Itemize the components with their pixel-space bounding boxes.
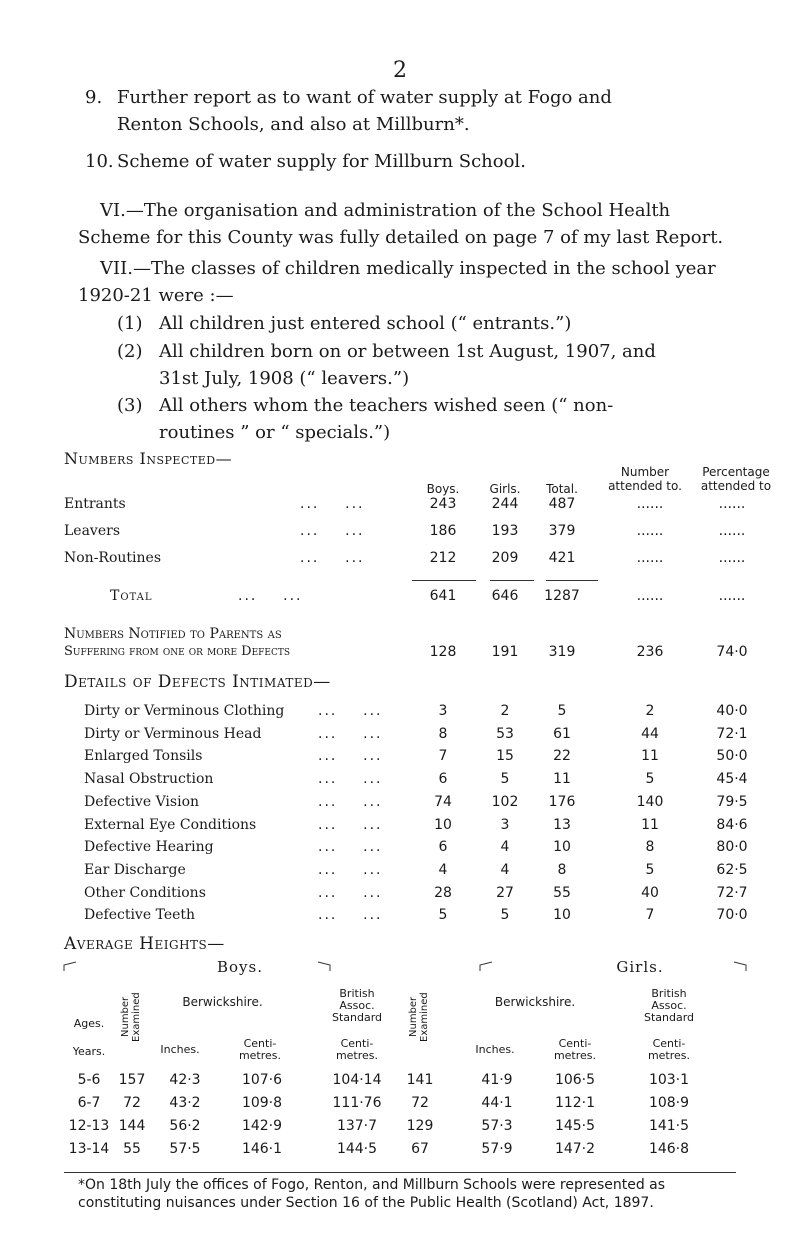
cell-b-cm: 107·6 xyxy=(241,1072,283,1088)
cell-g-in: 41·9 xyxy=(481,1072,513,1088)
cell-pct: 70·0 xyxy=(716,907,748,924)
cell-age: 6-7 xyxy=(77,1095,101,1111)
col-header-boys: Boys. xyxy=(426,482,460,496)
cell-boys: 186 xyxy=(429,523,457,539)
cell-attended: ...... xyxy=(636,588,664,604)
boys-inches: Inches. xyxy=(160,1043,200,1056)
table-row xyxy=(0,1139,800,1159)
cell-g-std: 103·1 xyxy=(648,1072,690,1088)
cell-total: 61 xyxy=(553,725,571,742)
table-row: Enlarged Tonsils ... ... 7 15 22 11 50·0 xyxy=(0,746,800,766)
table-row: Dirty or Verminous Head ... ... 8 53 61 44 72·1 xyxy=(0,724,800,744)
cell-pct: 84·6 xyxy=(716,816,748,833)
cell-pct: ...... xyxy=(718,550,746,566)
cell-total: 319 xyxy=(548,644,576,660)
cell-total: 22 xyxy=(553,748,571,765)
cell-g-cm: 112·1 xyxy=(554,1095,596,1111)
girls-british: British Assoc. Standard xyxy=(643,987,695,1024)
cell-g-in: 44·1 xyxy=(481,1095,513,1111)
table-row: Defective Hearing ... ... 6 4 10 8 80·0 xyxy=(0,837,800,857)
cell-boys: 243 xyxy=(429,496,457,512)
notified-row-2 xyxy=(0,642,800,662)
table-row: Non-Routines ... ... 212 209 421 ...... ...... xyxy=(0,548,800,568)
row-label: Other Conditions xyxy=(84,884,206,901)
cell-attended: ...... xyxy=(636,550,664,566)
col-header-total: Total. xyxy=(546,482,578,496)
cell-age: 5-6 xyxy=(77,1072,101,1088)
cell-b-in: 42·3 xyxy=(169,1072,201,1088)
cell-pct: 40·0 xyxy=(716,703,748,719)
cell-boys: 6 xyxy=(438,771,448,788)
table-row: Leavers ... ... 186 193 379 ...... ...... xyxy=(0,521,800,541)
heights-bottom-rule xyxy=(64,1172,736,1173)
cell-pct: 80·0 xyxy=(716,839,748,856)
cell-total: 10 xyxy=(553,907,571,924)
cell-boys: 10 xyxy=(434,816,452,833)
row-label: Dirty or Verminous Clothing xyxy=(84,703,285,719)
cell-total: 487 xyxy=(548,496,576,512)
cell-total: 10 xyxy=(553,839,571,856)
cell-girls: 4 xyxy=(500,861,510,878)
cell-pct: ...... xyxy=(718,496,746,512)
cell-b-n: 72 xyxy=(123,1095,141,1111)
vii-list-item xyxy=(117,392,727,446)
col-header-girls: Girls. xyxy=(489,482,521,496)
numbers-inspected-heading: Numbers Inspected— xyxy=(64,449,233,468)
cell-girls: 193 xyxy=(491,523,519,539)
cell-total: 421 xyxy=(548,550,576,566)
cell-girls: 244 xyxy=(491,496,519,512)
cell-attended: ...... xyxy=(636,523,664,539)
girls-inches: Inches. xyxy=(475,1043,515,1056)
cell-age: 13-14 xyxy=(68,1141,110,1157)
cell-total: 8 xyxy=(557,861,567,878)
cell-b-in: 43·2 xyxy=(169,1095,201,1111)
table-row: Dirty or Verminous Clothing ... ... 3 2 5 2 40·0 xyxy=(0,701,800,721)
vii-list-item xyxy=(117,310,727,337)
cell-pct: 45·4 xyxy=(716,771,748,788)
table-row xyxy=(0,1070,800,1090)
section-vii: VII.—The classes of children medically inspected in the school year 1920-21 were :— xyxy=(78,258,716,306)
cell-girls: 4 xyxy=(500,839,510,856)
cell-attended: 11 xyxy=(641,816,659,833)
cell-b-std: 104·14 xyxy=(332,1072,382,1088)
girls-brace-left xyxy=(478,960,494,972)
cell-g-cm: 145·5 xyxy=(554,1118,596,1134)
cell-b-std: 144·5 xyxy=(336,1141,378,1157)
total-rule xyxy=(546,580,598,581)
table-row: Defective Vision ... ... 74 102 176 140 79·5 xyxy=(0,792,800,812)
item-number: 10. xyxy=(85,151,114,172)
girls-british-centi: Centi- metres. xyxy=(647,1037,691,1062)
cell-attended: 140 xyxy=(636,793,664,810)
boys-label: Boys. xyxy=(217,958,263,976)
cell-b-n: 55 xyxy=(123,1141,141,1157)
cell-girls: 646 xyxy=(491,588,519,604)
cell-g-cm: 106·5 xyxy=(554,1072,596,1088)
cell-pct: ...... xyxy=(718,523,746,539)
cell-girls: 27 xyxy=(496,884,514,901)
cell-boys: 5 xyxy=(438,907,448,924)
cell-total: 13 xyxy=(553,816,571,833)
row-label: Entrants xyxy=(64,496,126,512)
list-text-cont: 31st July, 1908 (“ leavers.”) xyxy=(159,368,410,389)
heights-heading: Average Heights— xyxy=(64,934,225,954)
row-label: Defective Teeth xyxy=(84,907,196,924)
boys-berwickshire: Berwickshire. xyxy=(182,995,263,1009)
row-label: Non-Routines xyxy=(64,550,162,566)
cell-girls: 3 xyxy=(500,816,510,833)
cell-girls: 209 xyxy=(491,550,519,566)
section-vi: VI.—The organisation and administration of the School Health Scheme for this County was fully detailed on page 7 of my last Report. xyxy=(78,200,724,248)
notified-label-1: Numbers Notified to Parents as xyxy=(64,626,282,642)
list-text: All others whom the teachers wished seen (“ non- xyxy=(159,395,614,416)
cell-boys: 212 xyxy=(429,550,457,566)
cell-b-std: 137·7 xyxy=(336,1118,378,1134)
cell-boys: 3 xyxy=(438,703,448,719)
cell-g-n: 67 xyxy=(411,1141,429,1157)
row-label: Defective Hearing xyxy=(84,839,214,856)
cell-girls: 5 xyxy=(500,771,510,788)
defects-heading: Details of Defects Intimated— xyxy=(64,672,331,692)
cell-age: 12-13 xyxy=(68,1118,110,1134)
cell-girls: 191 xyxy=(491,644,519,660)
boys-british-centi: Centi- metres. xyxy=(335,1037,379,1062)
cell-attended: 5 xyxy=(645,771,655,788)
girls-brace-right xyxy=(732,960,748,972)
cell-b-in: 56·2 xyxy=(169,1118,201,1134)
girls-number-examined: Number Examined xyxy=(408,992,430,1042)
row-label: Defective Vision xyxy=(84,793,200,810)
girls-berwickshire: Berwickshire. xyxy=(494,995,576,1009)
total-rule xyxy=(490,580,534,581)
cell-pct: 72·7 xyxy=(716,884,748,901)
notified-label-2: Suffering from one or more Defects xyxy=(64,644,291,659)
cell-b-n: 157 xyxy=(118,1072,146,1088)
total-rule xyxy=(412,580,476,581)
cell-pct: 50·0 xyxy=(716,748,748,765)
cell-girls: 53 xyxy=(496,725,514,742)
boys-brace-right xyxy=(316,960,332,972)
cell-girls: 5 xyxy=(500,907,510,924)
row-label: Leavers xyxy=(64,523,120,539)
table-row: Defective Teeth ... ... 5 5 10 7 70·0 xyxy=(0,905,800,925)
cell-boys: 6 xyxy=(438,839,448,856)
cell-g-in: 57·9 xyxy=(481,1141,513,1157)
girls-centi: Centi- metres. xyxy=(553,1037,597,1062)
cell-g-n: 72 xyxy=(411,1095,429,1111)
list-num: (3) xyxy=(117,395,143,416)
cell-pct: ...... xyxy=(718,588,746,604)
cell-attended: 5 xyxy=(645,861,655,878)
list-text-cont: routines ” or “ specials.”) xyxy=(159,422,391,443)
item-9 xyxy=(85,84,725,138)
cell-boys: 74 xyxy=(434,793,452,810)
cell-b-cm: 109·8 xyxy=(241,1095,283,1111)
boys-centi: Centi- metres. xyxy=(238,1037,282,1062)
row-label: Total xyxy=(110,588,153,604)
boys-british: British Assoc. Standard xyxy=(331,987,383,1024)
cell-attended: 7 xyxy=(645,907,655,924)
cell-attended: 236 xyxy=(636,644,664,660)
footnote: *On 18th July the offices of Fogo, Renton, and Millburn Schools were represented as constituting nuisances under Section 16 of the Public Health (Scotland) Act, 1897. xyxy=(78,1177,666,1211)
cell-boys: 128 xyxy=(429,644,457,660)
list-num: (2) xyxy=(117,341,143,362)
ages-label: Ages. xyxy=(73,1017,105,1030)
item-number: 9. xyxy=(85,87,103,108)
table-row: External Eye Conditions ... ... 10 3 13 11 84·6 xyxy=(0,815,800,835)
row-label: External Eye Conditions xyxy=(84,816,257,833)
cell-attended: 8 xyxy=(645,839,655,856)
table-row: Entrants ... ... 243 244 487 ...... ...... xyxy=(0,494,800,514)
cell-total: 5 xyxy=(557,703,567,719)
vii-list-item xyxy=(117,338,727,392)
boys-brace-left xyxy=(62,960,78,972)
cell-b-cm: 146·1 xyxy=(241,1141,283,1157)
cell-boys: 641 xyxy=(429,588,457,604)
item-text-cont: Renton Schools, and also at Millburn*. xyxy=(117,114,470,135)
cell-g-cm: 147·2 xyxy=(554,1141,596,1157)
cell-boys: 7 xyxy=(438,748,448,765)
boys-number-examined: Number Examined xyxy=(120,992,142,1042)
cell-b-in: 57·5 xyxy=(169,1141,201,1157)
cell-g-n: 129 xyxy=(406,1118,434,1134)
row-label: Enlarged Tonsils xyxy=(84,748,203,765)
cell-boys: 28 xyxy=(434,884,452,901)
cell-g-std: 108·9 xyxy=(648,1095,690,1111)
cell-girls: 102 xyxy=(491,793,519,810)
cell-b-n: 144 xyxy=(118,1118,146,1134)
notified-row xyxy=(0,624,800,644)
cell-attended: 44 xyxy=(641,725,659,742)
list-text: All children just entered school (“ entrants.”) xyxy=(159,313,572,334)
cell-girls: 2 xyxy=(500,703,510,719)
cell-g-std: 146·8 xyxy=(648,1141,690,1157)
cell-total: 379 xyxy=(548,523,576,539)
col-header-attended: Number attended to. xyxy=(608,465,682,493)
cell-pct: 62·5 xyxy=(716,861,748,878)
row-label: Ear Discharge xyxy=(84,861,186,878)
cell-boys: 4 xyxy=(438,861,448,878)
cell-b-cm: 142·9 xyxy=(241,1118,283,1134)
list-text: All children born on or between 1st August, 1907, and xyxy=(159,341,656,362)
cell-pct: 79·5 xyxy=(716,793,748,810)
row-label: Nasal Obstruction xyxy=(84,771,214,788)
cell-g-n: 141 xyxy=(406,1072,434,1088)
table-row: Other Conditions ... ... 28 27 55 40 72·7 xyxy=(0,883,800,903)
row-label: Dirty or Verminous Head xyxy=(84,725,262,742)
cell-boys: 8 xyxy=(438,725,448,742)
cell-total: 11 xyxy=(553,771,571,788)
table-row xyxy=(0,1093,800,1113)
cell-girls: 15 xyxy=(496,748,514,765)
cell-pct: 74·0 xyxy=(716,644,748,660)
item-10 xyxy=(85,148,725,175)
cell-attended: 40 xyxy=(641,884,659,901)
cell-attended: ...... xyxy=(636,496,664,512)
table-row xyxy=(0,1116,800,1136)
list-num: (1) xyxy=(117,313,143,334)
cell-b-std: 111·76 xyxy=(332,1095,382,1111)
total-row: Total ... ... 641 646 1287 ...... ...... xyxy=(0,586,800,606)
years-label: Years. xyxy=(72,1045,106,1058)
cell-g-in: 57·3 xyxy=(481,1118,513,1134)
cell-g-std: 141·5 xyxy=(648,1118,690,1134)
page-number: 2 xyxy=(393,58,407,83)
table-row: Nasal Obstruction ... ... 6 5 11 5 45·4 xyxy=(0,769,800,789)
cell-total: 176 xyxy=(548,793,576,810)
table-row: Ear Discharge ... ... 4 4 8 5 62·5 xyxy=(0,860,800,880)
cell-total: 1287 xyxy=(544,588,580,604)
girls-label: Girls. xyxy=(616,958,664,976)
item-text: Further report as to want of water supply at Fogo and xyxy=(117,87,612,108)
item-text: Scheme of water supply for Millburn School. xyxy=(117,151,526,172)
cell-attended: 2 xyxy=(645,703,655,719)
cell-attended: 11 xyxy=(641,748,659,765)
col-header-percentage: Percentage attended to xyxy=(700,465,772,493)
cell-pct: 72·1 xyxy=(716,725,748,742)
cell-total: 55 xyxy=(553,884,571,901)
